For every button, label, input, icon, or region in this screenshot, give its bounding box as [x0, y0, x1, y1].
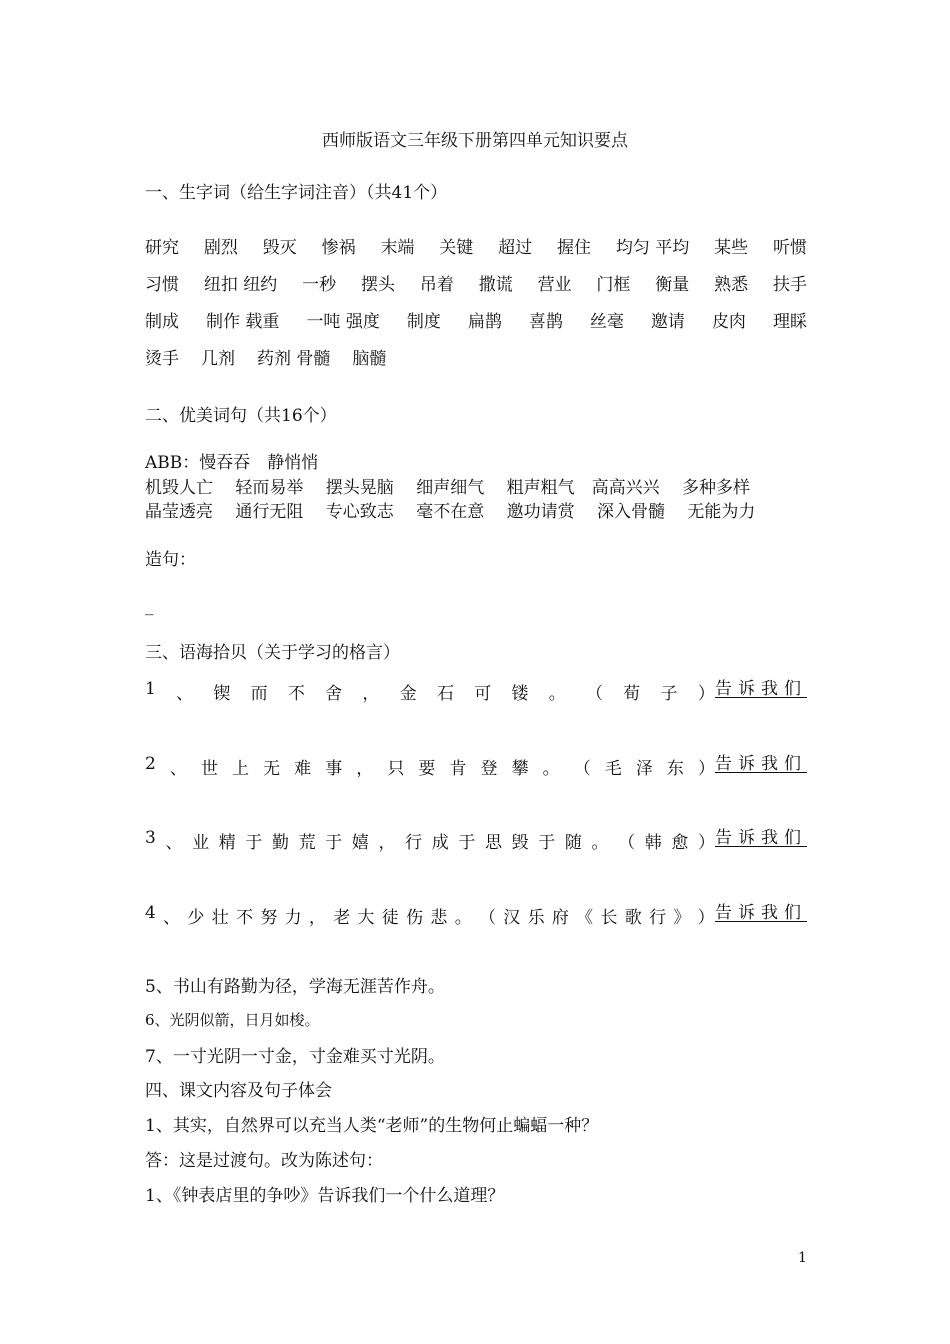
quote-text: 4 、 少 壮 不 努 力 ， 老 大 徒 伤 悲 。 （ 汉 乐 府 《 长 歌 行 》 ） — [145, 903, 715, 928]
word-row-3 — [145, 307, 807, 332]
word: 门框 — [596, 275, 631, 295]
word: 脑髓 — [352, 349, 387, 369]
blank-line: _ — [145, 596, 154, 616]
quote-text: 3 、 业 精 于 勤 荒 于 嬉 ， 行 成 于 思 毁 于 随 。 （ 韩 愈 ） — [145, 828, 715, 853]
word: 药剂 骨髓 — [257, 349, 331, 369]
idiom-line-1: 机毁人亡 轻而易举 摆头晃脑 细声细气 粗声粗气 高高兴兴 多种多样 — [145, 478, 751, 498]
quote-tail: 告诉我们 — [715, 903, 807, 923]
word: 一秒 — [302, 275, 337, 295]
word: 某些 — [714, 238, 749, 258]
section1-heading: 一、生字词（给生字词注音）（共41个） — [145, 183, 448, 203]
word: 扁鹊 — [467, 312, 502, 332]
word: 喜鹊 — [528, 312, 563, 332]
quote-text: 1 、 锲 而 不 舍 ， 金 石 可 镂 。 （ 荀 子 ） — [145, 679, 715, 704]
abb-words: ABB：慢吞吞 静悄悄 — [145, 453, 319, 473]
quote-tail: 告诉我们 — [715, 679, 807, 699]
word: 研究 — [145, 238, 179, 258]
answer-1: 答：这是过渡句。改为陈述句： — [145, 1151, 383, 1171]
quote-tail: 告诉我们 — [715, 754, 807, 774]
quote-5: 5、书山有路勤为径，学海无涯苦作舟。 — [145, 977, 445, 997]
question-1: 1、其实，自然界可以充当人类“老师”的生物何止蝙蝠一种？ — [145, 1116, 599, 1136]
quote-6: 6、光阴似箭，日月如梭。 — [145, 1011, 320, 1029]
quote-2 — [145, 749, 807, 779]
word: 衡量 — [655, 275, 690, 295]
word: 超过 — [498, 238, 533, 258]
word: 扶手 — [773, 275, 807, 295]
word: 惨祸 — [321, 238, 356, 258]
section4-heading: 四、课文内容及句子体会 — [145, 1081, 332, 1101]
word: 制成 — [145, 312, 179, 332]
word: 习惯 — [145, 275, 179, 295]
word: 关键 — [439, 238, 474, 258]
word: 熟悉 — [714, 275, 749, 295]
word: 营业 — [537, 275, 572, 295]
quote-1 — [145, 674, 807, 704]
word: 剧烈 — [203, 238, 238, 258]
word: 制作 载重 — [206, 312, 280, 332]
word: 末端 — [380, 238, 415, 258]
word: 摆头 — [360, 275, 395, 295]
word: 听惯 — [773, 238, 807, 258]
document-title: 西师版语文三年级下册第四单元知识要点 — [322, 131, 628, 151]
word-row-1 — [145, 233, 807, 258]
quote-text: 2 、 世 上 无 难 事 ， 只 要 肯 登 攀 。 （ 毛 泽 东 ） — [145, 754, 715, 779]
word-row-4 — [145, 344, 386, 369]
word: 丝毫 — [589, 312, 624, 332]
word: 理睬 — [772, 312, 807, 332]
word: 制度 — [406, 312, 441, 332]
idiom-line-2: 晶莹透亮 通行无阻 专心致志 毫不在意 邀功请赏 深入骨髓 无能为力 — [145, 502, 756, 522]
word-row-2 — [145, 270, 807, 295]
word: 撒谎 — [478, 275, 513, 295]
quote-4 — [145, 898, 807, 928]
quote-7: 7、一寸光阴一寸金，寸金难买寸光阴。 — [145, 1047, 445, 1067]
section3-heading: 三、语海拾贝（关于学习的格言） — [145, 643, 400, 663]
section2-heading: 二、优美词句（共16个） — [145, 406, 337, 426]
word: 一吨 强度 — [306, 312, 380, 332]
sentence-label: 造句： — [145, 550, 196, 570]
page-number: 1 — [798, 1250, 807, 1266]
word: 纽扣 纽约 — [203, 275, 278, 295]
word: 均匀 平均 — [615, 238, 690, 258]
quote-3 — [145, 823, 807, 853]
quote-tail: 告诉我们 — [715, 828, 807, 848]
word: 毁灭 — [262, 238, 297, 258]
word: 握住 — [557, 238, 592, 258]
word: 吊着 — [419, 275, 454, 295]
word: 皮肉 — [711, 312, 746, 332]
question-2: 1、《钟表店里的争吵》告诉我们一个什么道理？ — [145, 1186, 505, 1206]
word: 几剂 — [201, 349, 235, 369]
word: 烫手 — [145, 349, 179, 369]
word: 邀请 — [650, 312, 685, 332]
